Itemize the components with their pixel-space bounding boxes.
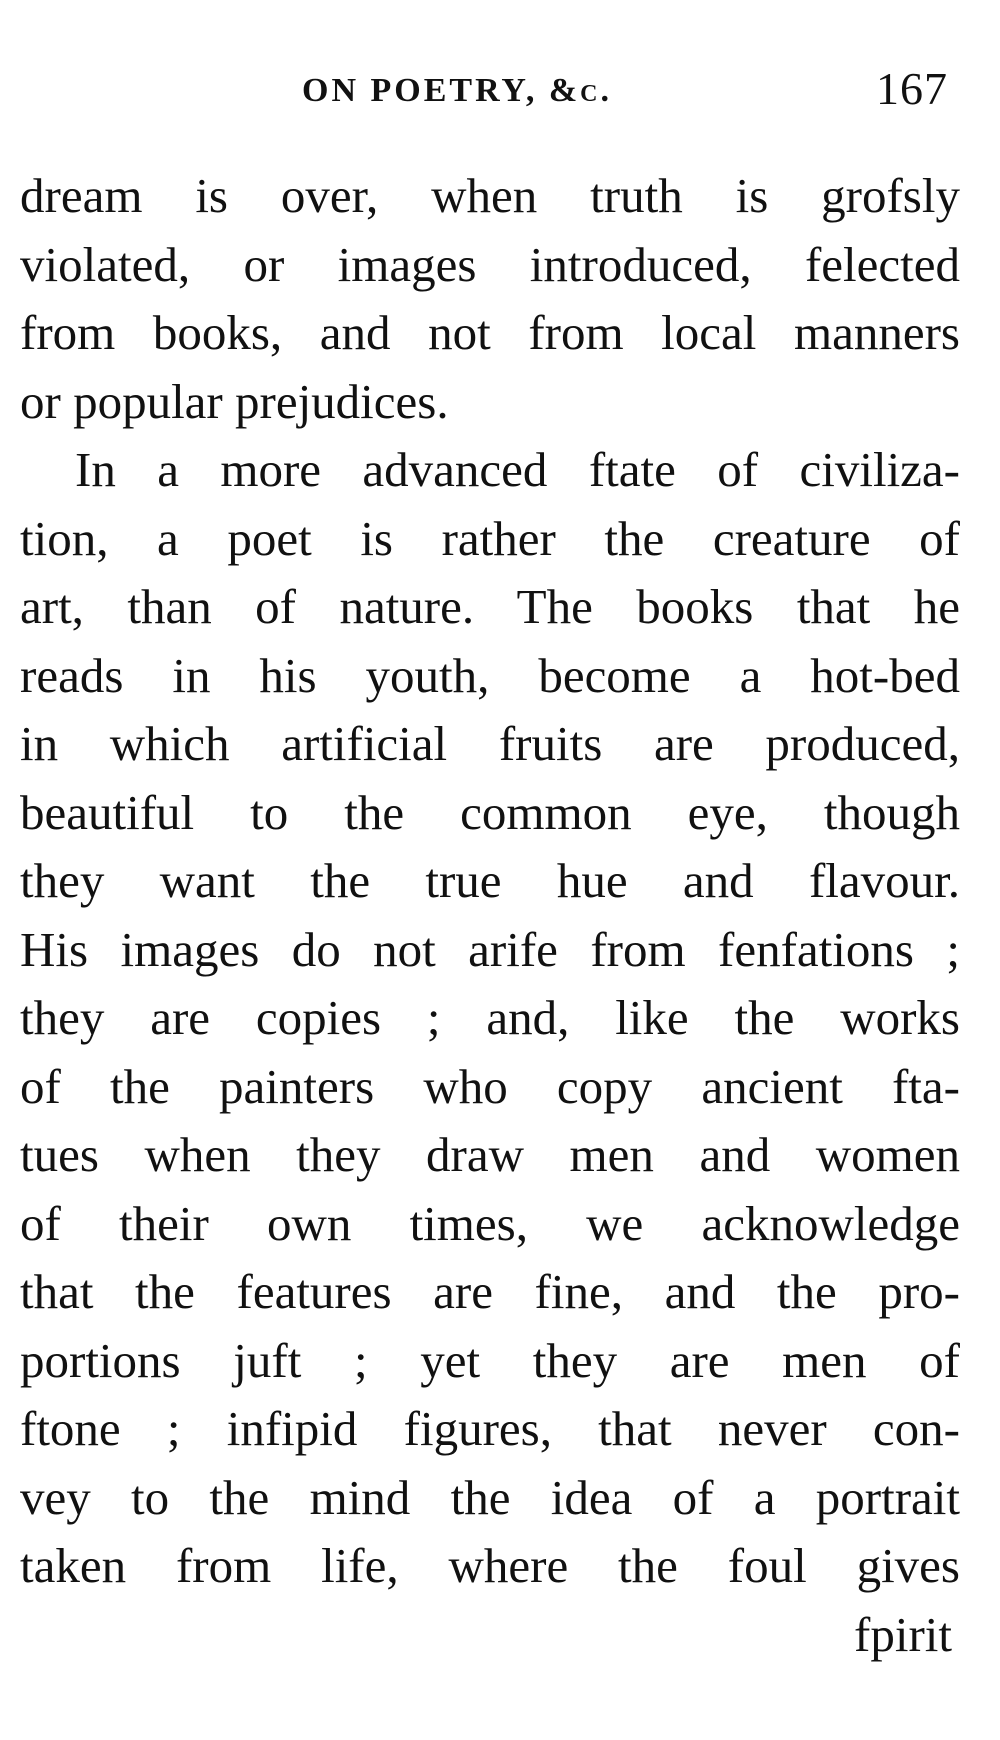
text-line: in which artificial fruits are produced, [20,716,960,771]
text-line: violated, or images introduced, felected [20,236,960,292]
catchword: fpirit [854,1606,952,1662]
page-header [20,62,960,122]
text-line: His images do not arife from fenfations ; [20,921,960,977]
book-page [20,0,960,1740]
text-line: portions juft ; yet they are men of [20,1332,960,1388]
text-line: tion, a poet is rather the creature of [20,510,960,566]
text-line: beautiful to the common eye, though [20,784,960,840]
text-line: In a more advanced ftate of civiliza- [75,442,960,497]
body-text [20,162,960,1669]
text-line: tues when they draw men and women [20,1127,960,1182]
text-line: that the features are fine, and the pro- [20,1264,960,1319]
text-line: ftone ; infipid figures, that never con- [20,1401,960,1456]
page-number: 167 [876,63,948,114]
text-line: taken from life, where the foul gives [20,1538,960,1593]
running-head: ON POETRY, &c. [302,72,613,109]
text-line: they want the true hue and flavour. [20,853,960,908]
text-line: of the painters who copy ancient fta- [20,1058,960,1114]
text-line: art, than of nature. The books that he [20,579,960,634]
text-line: from books, and not from local manners [20,305,960,360]
text-line: of their own times, we acknowledge [20,1195,960,1251]
text-line: they are copies ; and, like the works [20,990,960,1045]
text-line: or popular prejudices. [20,373,449,429]
text-line: reads in his youth, become a hot-bed [20,647,960,703]
text-line: vey to the mind the idea of a portrait [20,1469,960,1525]
text-line: dream is over, when truth is grofsly [20,168,960,223]
